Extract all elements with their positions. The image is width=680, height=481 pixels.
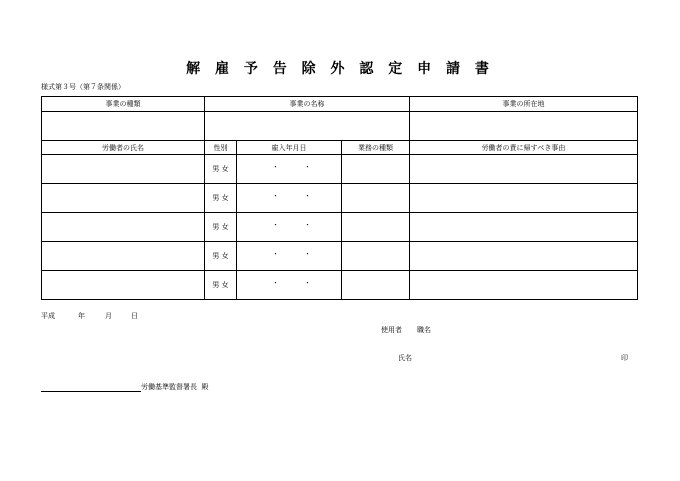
worker-name-field[interactable] xyxy=(42,213,205,242)
reason-field[interactable] xyxy=(410,271,638,300)
hire-date-field[interactable] xyxy=(237,184,342,213)
worker-name-header: 労働者の氏名 xyxy=(42,141,205,155)
hire-date-field[interactable] xyxy=(237,155,342,184)
business-input-row xyxy=(42,112,638,141)
reason-field[interactable] xyxy=(410,242,638,271)
reason-field[interactable] xyxy=(410,184,638,213)
worker-header-row xyxy=(42,141,638,155)
date-separator: ・ xyxy=(272,163,279,171)
business-type-field[interactable] xyxy=(42,112,205,141)
gender-header: 性別 xyxy=(205,141,237,155)
date-separator: ・ xyxy=(304,279,311,287)
seal-label: 印 xyxy=(621,354,628,362)
reason-field[interactable] xyxy=(410,213,638,242)
hire-date-field[interactable] xyxy=(237,271,342,300)
job-type-field[interactable] xyxy=(342,242,410,271)
date-separator: ・ xyxy=(304,192,311,200)
job-type-header: 業務の種類 xyxy=(342,141,410,155)
name-label: 氏名 xyxy=(398,354,412,362)
job-type-field[interactable] xyxy=(342,271,410,300)
gender-field[interactable]: 男 女 xyxy=(205,242,237,271)
office-name-line[interactable] xyxy=(41,384,141,392)
hire-date-field[interactable] xyxy=(237,213,342,242)
addressee-label: 労働基準監督署長 xyxy=(141,383,197,391)
worker-row xyxy=(42,213,638,242)
year-label: 年 xyxy=(78,312,85,320)
date-separator: ・ xyxy=(304,221,311,229)
worker-row xyxy=(42,184,638,213)
hire-date-header: 雇入年月日 xyxy=(237,141,342,155)
worker-row xyxy=(42,155,638,184)
employer-label: 使用者 xyxy=(381,326,402,334)
worker-row xyxy=(42,242,638,271)
era-label: 平成 xyxy=(41,312,55,320)
business-location-field[interactable] xyxy=(410,112,638,141)
business-type-header: 事業の種類 xyxy=(42,97,205,112)
date-separators xyxy=(264,193,314,201)
job-type-field[interactable] xyxy=(342,155,410,184)
date-separators xyxy=(264,280,314,288)
gender-field[interactable]: 男 女 xyxy=(205,213,237,242)
date-separator: ・ xyxy=(304,163,311,171)
date-separator: ・ xyxy=(304,250,311,258)
reason-header: 労働者の責に帰すべき事由 xyxy=(410,141,638,155)
addressee-block xyxy=(41,382,208,392)
job-title-label: 職名 xyxy=(417,326,431,334)
gender-field[interactable]: 男 女 xyxy=(205,155,237,184)
date-separators xyxy=(264,251,314,259)
day-label: 日 xyxy=(131,312,138,320)
gender-field[interactable]: 男 女 xyxy=(205,271,237,300)
date-separator: ・ xyxy=(272,279,279,287)
job-type-field[interactable] xyxy=(342,184,410,213)
date-separators xyxy=(264,164,314,172)
application-table xyxy=(41,96,638,300)
date-separator: ・ xyxy=(272,192,279,200)
date-separator: ・ xyxy=(272,250,279,258)
hire-date-field[interactable] xyxy=(237,242,342,271)
business-location-header: 事業の所在地 xyxy=(410,97,638,112)
employer-block xyxy=(381,325,431,335)
gender-field[interactable]: 男 女 xyxy=(205,184,237,213)
worker-row xyxy=(42,271,638,300)
worker-name-field[interactable] xyxy=(42,184,205,213)
date-separators xyxy=(264,222,314,230)
business-name-header: 事業の名称 xyxy=(205,97,410,112)
month-label: 月 xyxy=(105,312,112,320)
reason-field[interactable] xyxy=(410,155,638,184)
worker-name-field[interactable] xyxy=(42,271,205,300)
form-number: 様式第３号（第７条関係） xyxy=(41,83,125,91)
worker-name-field[interactable] xyxy=(42,155,205,184)
document-title: 解 雇 予 告 除 外 認 定 申 請 書 xyxy=(186,61,494,77)
honorific-label: 殿 xyxy=(201,383,209,391)
business-name-field[interactable] xyxy=(205,112,410,141)
worker-name-field[interactable] xyxy=(42,242,205,271)
date-separator: ・ xyxy=(272,221,279,229)
job-type-field[interactable] xyxy=(342,213,410,242)
business-header-row xyxy=(42,97,638,112)
